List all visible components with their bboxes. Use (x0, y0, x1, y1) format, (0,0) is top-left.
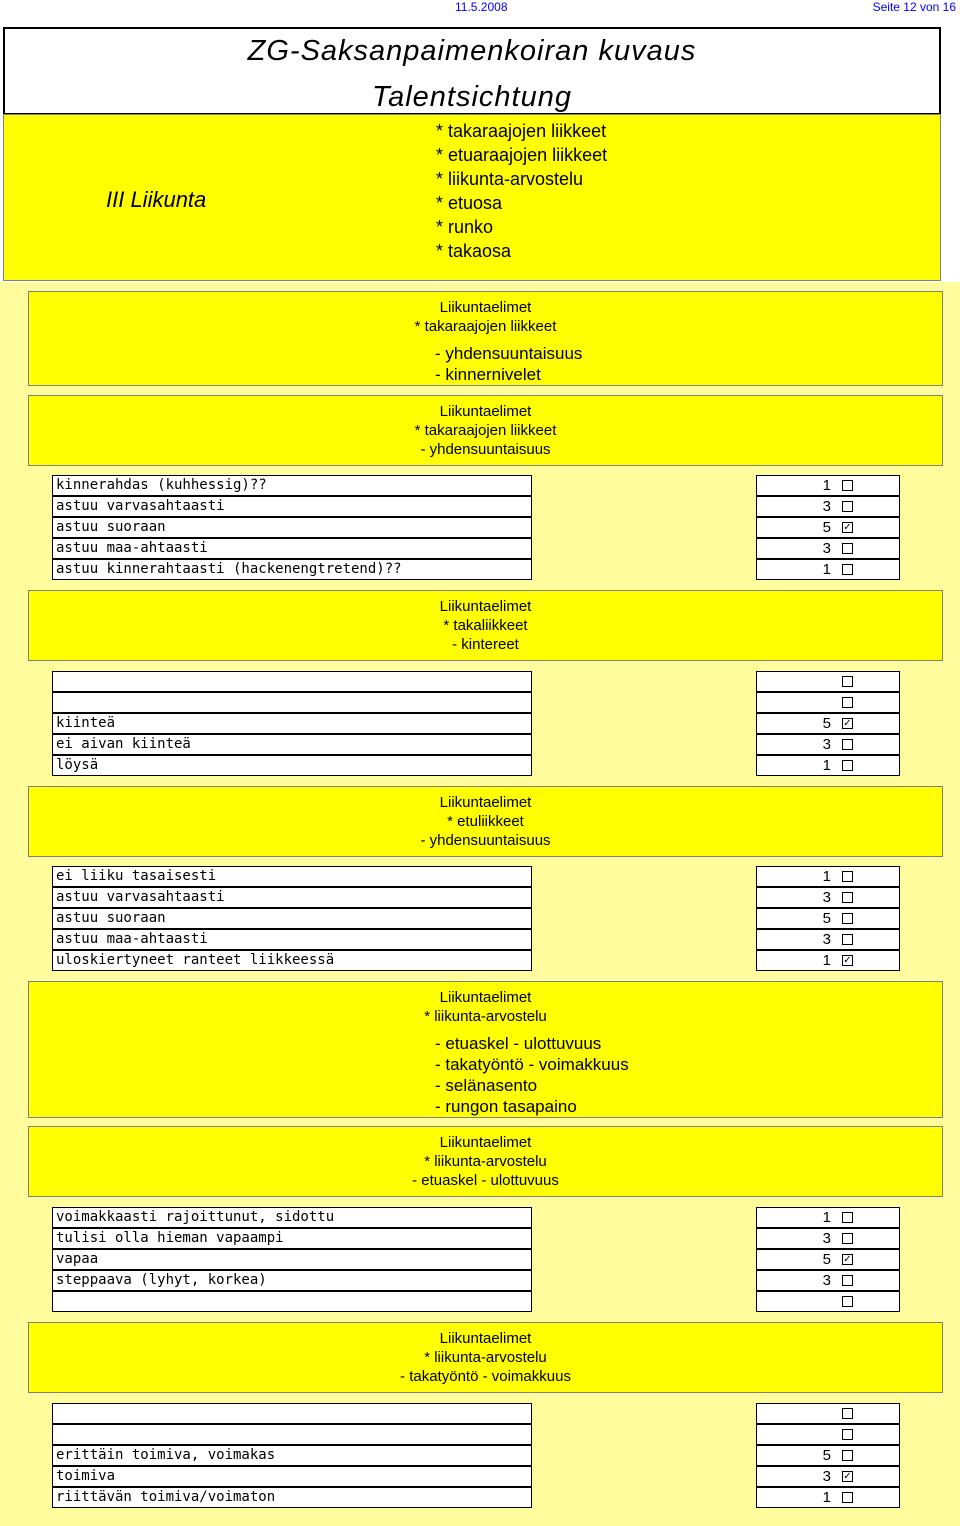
row-score: 3 (822, 736, 831, 753)
row-score: 1 (822, 1489, 831, 1506)
row-score: 5 (822, 519, 831, 536)
row-label (52, 671, 532, 692)
block-title: Liikuntaelimet (439, 1330, 532, 1347)
row-score-cell (756, 1249, 900, 1270)
section-item: * etuosa (436, 193, 503, 213)
row-label: astuu kinnerahtaasti (hackenengtretend)?? (52, 559, 532, 580)
row-label: vapaa (52, 1249, 532, 1270)
block-subitem: - yhdensuuntaisuus (435, 344, 583, 363)
row-score: 3 (822, 540, 831, 557)
checkbox-icon[interactable] (842, 871, 853, 882)
row-score-cell (756, 950, 900, 971)
checkbox-icon[interactable] (842, 1275, 853, 1286)
row-label: uloskiertyneet ranteet liikkeessä (52, 950, 532, 971)
section-item: * takaraajojen liikkeet (436, 121, 607, 141)
block-subitem: - selänasento (435, 1076, 538, 1095)
checkbox-icon[interactable] (842, 913, 853, 924)
block-etuliikkeet (28, 786, 943, 857)
checkbox-icon[interactable] (842, 760, 853, 771)
row-label: toimiva (52, 1466, 532, 1487)
block-subitem: - takatyöntö - voimakkuus (435, 1055, 629, 1074)
checkbox-icon[interactable] (842, 1233, 853, 1244)
row-score: 3 (822, 889, 831, 906)
row-label: astuu varvasahtaasti (52, 887, 532, 908)
row-score-cell (756, 538, 900, 559)
checkbox-icon[interactable] (842, 892, 853, 903)
row-score: 3 (822, 931, 831, 948)
row-score-cell (756, 713, 900, 734)
checkbox-icon[interactable] (842, 1212, 853, 1223)
checkbox-icon[interactable] (842, 676, 853, 687)
row-score-cell (756, 929, 900, 950)
checkbox-icon[interactable] (842, 1492, 853, 1503)
block-title: Liikuntaelimet (439, 1134, 532, 1151)
block-subtitle: * etuliikkeet (447, 813, 524, 830)
row-label: ei liiku tasaisesti (52, 866, 532, 887)
row-label: steppaava (lyhyt, korkea) (52, 1270, 532, 1291)
row-label: astuu varvasahtaasti (52, 496, 532, 517)
header-date: 11.5.2008 (455, 0, 508, 14)
block-subtitle: * liikunta-arvostelu (424, 1008, 547, 1025)
block-title: Liikuntaelimet (439, 299, 532, 316)
section-box (3, 114, 941, 281)
block-subitem: - etuaskel - ulottuvuus (435, 1034, 602, 1053)
section-name: III Liikunta (106, 187, 207, 212)
row-score: 1 (822, 952, 831, 969)
checkbox-icon[interactable] (842, 480, 853, 491)
title-box (3, 27, 941, 115)
checkbox-icon[interactable] (842, 1429, 853, 1440)
row-score-cell (756, 755, 900, 776)
block-subitem: - kinnernivelet (435, 365, 541, 384)
checkbox-icon[interactable] (842, 1408, 853, 1419)
row-score-cell (756, 1403, 900, 1424)
row-score: 3 (822, 1230, 831, 1247)
row-score-cell (756, 1228, 900, 1249)
checkbox-icon[interactable] (842, 934, 853, 945)
section-item: * takaosa (436, 241, 512, 261)
row-score-cell (756, 1291, 900, 1312)
row-label: astuu suoraan (52, 908, 532, 929)
row-score: 1 (822, 757, 831, 774)
block-subtitle: * takaraajojen liikkeet (414, 422, 557, 439)
checkbox-icon[interactable] (842, 501, 853, 512)
row-score: 3 (822, 1468, 831, 1485)
row-label: kinnerahdas (kuhhessig)?? (52, 475, 532, 496)
document-subtitle: Talentsichtung (372, 81, 572, 113)
checkbox-icon[interactable] (842, 564, 853, 575)
section-item: * runko (436, 217, 494, 237)
row-label (52, 1403, 532, 1424)
checkbox-icon[interactable] (842, 1450, 853, 1461)
row-score-cell (756, 1466, 900, 1487)
block-subtitle: * takaraajojen liikkeet (414, 318, 557, 335)
row-score: 3 (822, 1272, 831, 1289)
block-subtitle: - yhdensuuntaisuus (420, 832, 551, 849)
checkbox-icon[interactable] (842, 1296, 853, 1307)
block-subtitle: * liikunta-arvostelu (424, 1349, 547, 1366)
header-page-number: Seite 12 von 16 (872, 0, 956, 14)
row-label: ei aivan kiinteä (52, 734, 532, 755)
block-title: Liikuntaelimet (439, 794, 532, 811)
row-score: 1 (822, 868, 831, 885)
row-score-cell (756, 908, 900, 929)
document-title: ZG-Saksanpaimenkoiran kuvaus (247, 35, 697, 67)
checked-checkbox-icon[interactable]: ✓ (843, 1254, 852, 1265)
block-subtitle: - yhdensuuntaisuus (420, 441, 551, 458)
checked-checkbox-icon[interactable]: ✓ (843, 718, 852, 729)
row-score: 5 (822, 715, 831, 732)
block-takaraajat (28, 291, 943, 386)
block-subtitle: - kintereet (452, 636, 519, 653)
row-label: astuu maa-ahtaasti (52, 538, 532, 559)
row-score-cell (756, 671, 900, 692)
checked-checkbox-icon[interactable]: ✓ (843, 955, 852, 966)
row-label: riittävän toimiva/voimaton (52, 1487, 532, 1508)
row-score: 3 (822, 498, 831, 515)
row-label: löysä (52, 755, 532, 776)
block-takaraajat-yhdensuuntaisuus (28, 395, 943, 466)
row-label: astuu maa-ahtaasti (52, 929, 532, 950)
checkbox-icon[interactable] (842, 697, 853, 708)
row-score: 1 (822, 1209, 831, 1226)
row-score: 5 (822, 1447, 831, 1464)
row-score: 1 (822, 477, 831, 494)
row-label: erittäin toimiva, voimakas (52, 1445, 532, 1466)
row-label (52, 1291, 532, 1312)
row-score-cell (756, 559, 900, 580)
checked-checkbox-icon[interactable]: ✓ (843, 522, 852, 533)
checked-checkbox-icon[interactable]: ✓ (843, 1471, 852, 1482)
row-score: 5 (822, 1251, 831, 1268)
block-subitem: - rungon tasapaino (435, 1097, 577, 1116)
row-score-cell (756, 1487, 900, 1508)
row-label (52, 692, 532, 713)
row-score: 5 (822, 910, 831, 927)
row-score: 1 (822, 561, 831, 578)
block-subtitle: - takatyöntö - voimakkuus (400, 1368, 571, 1385)
row-score-cell (756, 1445, 900, 1466)
row-score-cell (756, 1207, 900, 1228)
section-item: * etuaraajojen liikkeet (436, 145, 608, 165)
block-title: Liikuntaelimet (439, 403, 532, 420)
row-score-cell (756, 692, 900, 713)
checkbox-icon[interactable] (842, 739, 853, 750)
block-subtitle: * takaliikkeet (443, 617, 528, 634)
section-items (436, 119, 607, 263)
block-etuaskel (28, 1126, 943, 1197)
row-label (52, 1424, 532, 1445)
block-subtitle: - etuaskel - ulottuvuus (412, 1172, 559, 1189)
section-item: * liikunta-arvostelu (436, 169, 584, 189)
row-score-cell (756, 734, 900, 755)
row-score-cell (756, 1424, 900, 1445)
checkbox-icon[interactable] (842, 543, 853, 554)
block-subtitle: * liikunta-arvostelu (424, 1153, 547, 1170)
block-takaliikkeet (28, 590, 943, 661)
row-score-cell (756, 887, 900, 908)
row-label: kiinteä (52, 713, 532, 734)
row-score-cell (756, 496, 900, 517)
block-title: Liikuntaelimet (439, 598, 532, 615)
row-score-cell (756, 517, 900, 538)
block-title: Liikuntaelimet (439, 989, 532, 1006)
row-label: tulisi olla hieman vapaampi (52, 1228, 532, 1249)
block-takatyonto (28, 1322, 943, 1393)
row-score-cell (756, 1270, 900, 1291)
row-score-cell (756, 475, 900, 496)
block-liikunta-arvostelu (28, 981, 943, 1118)
row-score-cell (756, 866, 900, 887)
row-label: voimakkaasti rajoittunut, sidottu (52, 1207, 532, 1228)
row-label: astuu suoraan (52, 517, 532, 538)
